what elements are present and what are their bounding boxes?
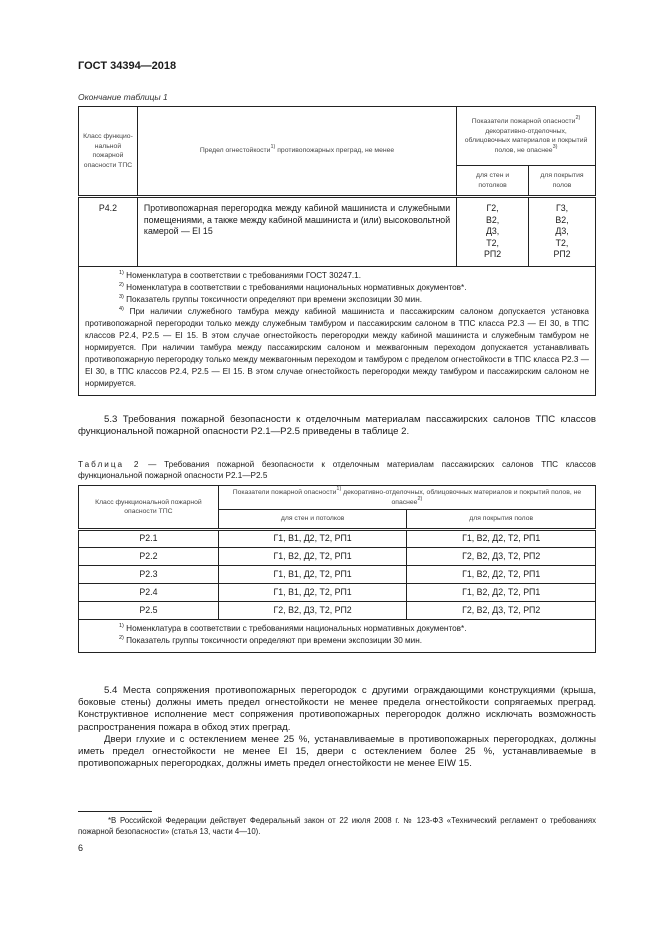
row-floors: Г2, В2, Д3, Т2, РП2	[407, 602, 596, 620]
table-row	[79, 566, 596, 584]
row-floors: Г1, В2, Д2, Т2, РП1	[407, 584, 596, 602]
paragraph-5-4: 5.4 Места сопряжения противопожарных перегородок с другими ограждающими конструкциями (крыша, боковые стены) должны иметь предел огнестойкости не менее предела огнестойкости сопрягаемых преград. Конструктивное исполнение мест сопряжения противопожарных перегородок должно исключать возможность распространения пожара в обход этих преград. Двери глухие и с остеклением менее 25 %, устанавливаемые в противопожарных перегородках, должны иметь предел огнестойкости не менее EI 15, двери с остеклением более 25 %, устанавливаемые в противопожарных перегородках, должны иметь предел огнестойкости не менее EIW 15.	[78, 685, 596, 770]
header-fire-resistance: Предел огнестойкости$^{1)}$ противопожарных преград, не менее	[137, 107, 456, 197]
table-row	[79, 530, 596, 548]
header-floors: для покрытия полов	[529, 166, 596, 197]
table-row	[79, 548, 596, 566]
page-number: 6	[78, 843, 84, 853]
row-text: Противопожарная перегородка между кабиной машиниста и служебными помещениями, а также между кабиной машиниста и (или) высоковольтной камерой — EI 15	[137, 197, 456, 267]
footnote: $^{2)}$ Номенклатура в соответствии с требованиями национальных нормативных документов*.	[119, 282, 467, 292]
header-class: Класс функцио-нальной пожарной опасности ТПС	[79, 107, 138, 197]
table-row	[79, 584, 596, 602]
row-class: Р2.2	[79, 548, 219, 566]
row-walls: Г2, В2, Д3, Т2, РП2	[457, 197, 529, 267]
footnote: $^{2)}$ Показатель группы токсичности определяют при времени экспозиции 30 мин.	[119, 635, 423, 645]
header-hazard: Показатели пожарной опасности$^{1)}$ декоративно-отделочных, облицовочных материалов и покрытий полов, не опаснее$^{2)}$	[218, 486, 595, 510]
footnote-divider	[78, 811, 152, 812]
row-walls: Г1, В1, Д2, Т2, РП1	[218, 566, 407, 584]
paragraph-doors: Двери глухие и с остеклением менее 25 %, устанавливаемые в противопожарных перегородках, должны иметь предел огнестойкости не менее EI 15, двери с остеклением более 25 %, устанавливаемые в противопожарных перегородках, должны иметь предел огнестойкости не менее EIW 15.	[78, 733, 596, 770]
table-1	[78, 106, 596, 396]
header-walls: для стен и потолков	[457, 166, 529, 197]
footnote: $^{3)}$ Показатель группы токсичности определяют при времени экспозиции 30 мин.	[119, 294, 423, 304]
row-walls: Г1, В2, Д2, Т2, РП1	[218, 548, 407, 566]
row-class: Р2.1	[79, 530, 219, 548]
header-walls: для стен и потолков	[218, 510, 407, 530]
header-floors: для покрытия полов	[407, 510, 596, 530]
page-footnote: *В Российской Федерации действует Федеральный закон от 22 июля 2008 г. № 123-ФЗ «Технический регламент о требованиях пожарной безопасности» (статья 13, части 4—10).	[78, 816, 596, 836]
header-hazard: Показатели пожарной опасности$^{2)}$ декоративно-отделочных, облицовочных материалов и покрытий полов, не опаснее$^{3)}$	[457, 107, 596, 166]
table-2-caption: Таблица 2 — Требования пожарной безопасности к отделочным материалам пассажирских салонов ТПС классов функциональной пожарной опасности Р2.1—Р2.5	[78, 460, 597, 480]
row-class: Р4.2	[79, 197, 138, 267]
table-row	[79, 602, 596, 620]
row-floors: Г1, В2, Д2, Т2, РП1	[407, 530, 596, 548]
document-header: ГОСТ 34394—2018	[78, 60, 177, 72]
table-2	[78, 485, 596, 653]
footnote: $^{1)}$ Номенклатура в соответствии с требованиями национальных нормативных документов*.	[119, 623, 467, 633]
table-1-footnotes	[79, 267, 596, 396]
row-floors: Г2, В2, Д3, Т2, РП2	[407, 548, 596, 566]
row-floors: Г3, В2, Д3, Т2, РП2	[529, 197, 596, 267]
table-continuation-label: Окончание таблицы 1	[78, 92, 168, 102]
row-class: Р2.3	[79, 566, 219, 584]
row-floors: Г1, В2, Д2, Т2, РП1	[407, 566, 596, 584]
row-class: Р2.4	[79, 584, 219, 602]
table-row	[79, 197, 596, 267]
footnote: $^{1)}$ Номенклатура в соответствии с требованиями ГОСТ 30247.1.	[119, 270, 362, 280]
paragraph-5-3: 5.3 Требования пожарной безопасности к отделочным материалам пассажирских салонов ТПС классов функциональной пожарной опасности Р2.1—Р2.5 приведены в таблице 2.	[78, 414, 596, 438]
row-walls: Г1, В1, Д2, Т2, РП1	[218, 584, 407, 602]
row-walls: Г2, В2, Д3, Т2, РП2	[218, 602, 407, 620]
table-2-footnotes	[79, 620, 596, 653]
row-walls: Г1, В1, Д2, Т2, РП1	[218, 530, 407, 548]
row-class: Р2.5	[79, 602, 219, 620]
header-class: Класс функциональной пожарной опасности ТПС	[79, 486, 219, 530]
footnote: $^{4)}$ При наличии служебного тамбура между кабиной машиниста и пассажирским салоном допускается установка противопожарной перегородки только между служебным тамбуром и пассажирским салоном в ТПС класса Р2.3 — EI 30, в ТПС классов Р2.4, Р2.5 — EI 15. В этом случае огнестойкость перегородки между кабиной машиниста и служебным тамбуром не нормируется. При наличии тамбура между пассажирским салоном и межвагонным переходом допускается устанавливать противопожарную перегородку только между межвагонным переходом и тамбуром с пределом огнестойкости в ТПС класса Р2.3 — EI 30, в ТПС классов Р2.4, Р2.5 — EI 15. В этом случае огнестойкость перегородки между тамбуром и пассажирским салоном не нормируется.	[85, 306, 589, 388]
